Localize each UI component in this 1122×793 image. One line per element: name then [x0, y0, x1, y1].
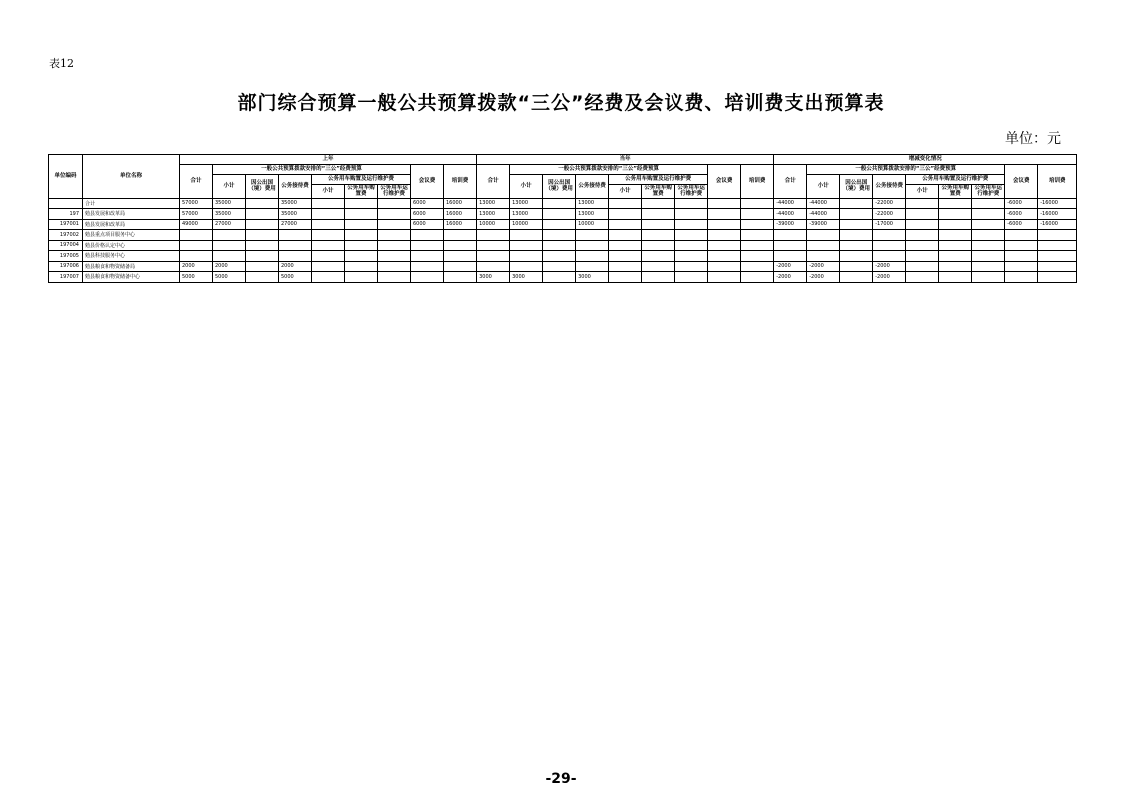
group-0-car-purchase-header: 公务用车购置费: [345, 185, 378, 199]
value-cell: [675, 219, 708, 230]
value-cell: [972, 209, 1005, 220]
unit-code-cell: 197001: [49, 219, 83, 230]
value-cell: [741, 198, 774, 209]
value-cell: [906, 240, 939, 251]
value-cell: [774, 230, 807, 241]
value-cell: [1038, 230, 1077, 241]
group-1-car-subtotal-header: 小计: [609, 185, 642, 199]
value-cell: 35000: [213, 209, 246, 220]
value-cell: [741, 251, 774, 262]
value-cell: 16000: [444, 209, 477, 220]
header-unit-name: 单位名称: [83, 155, 180, 199]
value-cell: [906, 209, 939, 220]
unit-code-cell: 197: [49, 209, 83, 220]
value-cell: [609, 209, 642, 220]
unit-name-cell: 勉县发展和改革局: [83, 219, 180, 230]
group-2-training-header: 培训费: [1038, 165, 1077, 199]
value-cell: [906, 230, 939, 241]
table-number: 表12: [49, 57, 74, 70]
value-cell: [246, 272, 279, 283]
value-cell: [411, 230, 444, 241]
value-cell: [246, 230, 279, 241]
value-cell: 5000: [279, 272, 312, 283]
group-2-car-subtotal-header: 小计: [906, 185, 939, 199]
value-cell: [840, 251, 873, 262]
value-cell: [345, 261, 378, 272]
value-cell: -16000: [1038, 219, 1077, 230]
unit-code-cell: [49, 198, 83, 209]
value-cell: [675, 240, 708, 251]
value-cell: [246, 251, 279, 262]
value-cell: [642, 240, 675, 251]
group-2-total-header: 合计: [774, 165, 807, 199]
value-cell: [444, 240, 477, 251]
value-cell: 6000: [411, 198, 444, 209]
unit-code-cell: 197006: [49, 261, 83, 272]
value-cell: [543, 198, 576, 209]
table-row: [49, 230, 1077, 241]
value-cell: [972, 198, 1005, 209]
unit-label: 单位：元: [1005, 131, 1061, 147]
value-cell: [609, 240, 642, 251]
value-cell: [774, 240, 807, 251]
group-1-meeting-header: 会议费: [708, 165, 741, 199]
value-cell: [840, 230, 873, 241]
group-2-meeting-header: 会议费: [1005, 165, 1038, 199]
group-1-reception-header: 公务接待费: [576, 175, 609, 199]
value-cell: [279, 230, 312, 241]
group-1-total-header: 合计: [477, 165, 510, 199]
value-cell: 3000: [576, 272, 609, 283]
value-cell: [180, 240, 213, 251]
value-cell: [675, 272, 708, 283]
value-cell: [675, 261, 708, 272]
value-cell: [510, 251, 543, 262]
value-cell: 57000: [180, 198, 213, 209]
group-0-meeting-header: 会议费: [411, 165, 444, 199]
value-cell: -2000: [873, 272, 906, 283]
value-cell: 2000: [180, 261, 213, 272]
value-cell: [378, 272, 411, 283]
value-cell: -39000: [774, 219, 807, 230]
value-cell: [741, 272, 774, 283]
value-cell: [642, 230, 675, 241]
value-cell: [345, 272, 378, 283]
value-cell: [708, 272, 741, 283]
value-cell: [378, 240, 411, 251]
value-cell: [972, 272, 1005, 283]
value-cell: [345, 240, 378, 251]
value-cell: -6000: [1005, 198, 1038, 209]
value-cell: [543, 209, 576, 220]
unit-code-cell: 197002: [49, 230, 83, 241]
value-cell: 6000: [411, 219, 444, 230]
value-cell: [246, 240, 279, 251]
value-cell: [1005, 230, 1038, 241]
group-2-car-purchase-header: 公务用车购置费: [939, 185, 972, 199]
value-cell: 27000: [279, 219, 312, 230]
value-cell: [642, 209, 675, 220]
unit-name-cell: 勉县重点项目服务中心: [83, 230, 180, 241]
value-cell: [345, 230, 378, 241]
value-cell: [1038, 261, 1077, 272]
group-2-header: 增减变化情况: [774, 155, 1077, 165]
value-cell: [708, 209, 741, 220]
value-cell: [477, 251, 510, 262]
value-cell: [642, 272, 675, 283]
value-cell: [708, 261, 741, 272]
value-cell: [675, 209, 708, 220]
value-cell: [576, 240, 609, 251]
value-cell: -17000: [873, 219, 906, 230]
group-2-subtotal-header: 小计: [807, 175, 840, 199]
value-cell: [1038, 272, 1077, 283]
value-cell: [543, 272, 576, 283]
value-cell: [543, 230, 576, 241]
value-cell: [1005, 251, 1038, 262]
value-cell: [411, 272, 444, 283]
value-cell: [378, 251, 411, 262]
value-cell: 3000: [477, 272, 510, 283]
value-cell: [279, 251, 312, 262]
value-cell: [246, 219, 279, 230]
header-unit-code: 单位编码: [49, 155, 83, 199]
value-cell: [543, 219, 576, 230]
table-row: [49, 272, 1077, 283]
value-cell: [609, 230, 642, 241]
value-cell: [213, 240, 246, 251]
value-cell: 13000: [477, 209, 510, 220]
value-cell: 35000: [279, 198, 312, 209]
value-cell: [378, 219, 411, 230]
group-2-reception-header: 公务接待费: [873, 175, 906, 199]
table-row: [49, 219, 1077, 230]
value-cell: [939, 251, 972, 262]
value-cell: 10000: [510, 219, 543, 230]
value-cell: -39000: [807, 219, 840, 230]
value-cell: -6000: [1005, 219, 1038, 230]
value-cell: [906, 251, 939, 262]
unit-code-cell: 197007: [49, 272, 83, 283]
value-cell: [543, 240, 576, 251]
value-cell: [609, 272, 642, 283]
document-title: 部门综合预算一般公共预算拨款“三公”经费及会议费、培训费支出预算表: [237, 92, 885, 114]
unit-name-cell: 勉县粮食和物资储备局: [83, 261, 180, 272]
value-cell: [708, 219, 741, 230]
group-0-car-header: 公务用车购置及运行维护费: [312, 175, 411, 185]
table-row: [49, 251, 1077, 262]
value-cell: [1005, 261, 1038, 272]
value-cell: -2000: [774, 272, 807, 283]
value-cell: [939, 219, 972, 230]
value-cell: 16000: [444, 198, 477, 209]
value-cell: [312, 219, 345, 230]
value-cell: 13000: [576, 209, 609, 220]
value-cell: [543, 251, 576, 262]
value-cell: [807, 251, 840, 262]
value-cell: [312, 230, 345, 241]
value-cell: [873, 230, 906, 241]
value-cell: [972, 230, 1005, 241]
value-cell: [345, 219, 378, 230]
value-cell: 10000: [477, 219, 510, 230]
value-cell: [378, 209, 411, 220]
value-cell: [213, 230, 246, 241]
value-cell: -44000: [774, 198, 807, 209]
value-cell: [939, 240, 972, 251]
value-cell: -44000: [774, 209, 807, 220]
group-1-car-purchase-header: 公务用车购置费: [642, 185, 675, 199]
group-0-header: 上年: [180, 155, 477, 165]
value-cell: [1005, 240, 1038, 251]
unit-code-cell: 197004: [49, 240, 83, 251]
value-cell: [642, 261, 675, 272]
value-cell: 5000: [213, 272, 246, 283]
group-1-car-ops-header: 公务用车运行维护费: [675, 185, 708, 199]
value-cell: -22000: [873, 198, 906, 209]
value-cell: [675, 251, 708, 262]
value-cell: [345, 209, 378, 220]
table-header: [49, 155, 1077, 199]
table-body: [49, 198, 1077, 282]
value-cell: [609, 198, 642, 209]
value-cell: -22000: [873, 209, 906, 220]
value-cell: [246, 261, 279, 272]
value-cell: [576, 251, 609, 262]
value-cell: [906, 261, 939, 272]
value-cell: [312, 198, 345, 209]
group-1-subtotal-header: 小计: [510, 175, 543, 199]
value-cell: [972, 261, 1005, 272]
value-cell: -16000: [1038, 209, 1077, 220]
value-cell: [807, 240, 840, 251]
value-cell: [378, 198, 411, 209]
value-cell: [345, 251, 378, 262]
value-cell: [807, 230, 840, 241]
value-cell: [840, 209, 873, 220]
unit-name-cell: 勉县发展和改革局: [83, 209, 180, 220]
value-cell: [576, 230, 609, 241]
value-cell: [774, 251, 807, 262]
unit-name-cell: 合计: [83, 198, 180, 209]
group-2-sangong-header: 一般公共预算拨款安排的“三公”经费预算: [807, 165, 1005, 175]
value-cell: 2000: [213, 261, 246, 272]
value-cell: [840, 240, 873, 251]
value-cell: [312, 261, 345, 272]
value-cell: [840, 198, 873, 209]
unit-name-cell: 勉县科技服务中心: [83, 251, 180, 262]
value-cell: [906, 198, 939, 209]
value-cell: 35000: [213, 198, 246, 209]
value-cell: [444, 251, 477, 262]
value-cell: [906, 272, 939, 283]
value-cell: 35000: [279, 209, 312, 220]
value-cell: [444, 272, 477, 283]
value-cell: [609, 261, 642, 272]
value-cell: [246, 198, 279, 209]
value-cell: [477, 261, 510, 272]
group-0-subtotal-header: 小计: [213, 175, 246, 199]
value-cell: [840, 219, 873, 230]
page-number: -29-: [545, 771, 577, 787]
group-2-car-ops-header: 公务用车运行维护费: [972, 185, 1005, 199]
value-cell: [873, 251, 906, 262]
value-cell: [411, 261, 444, 272]
group-2-car-header: 公务用车购置及运行维护费: [906, 175, 1005, 185]
group-0-abroad-header: 因公出国（境）费用: [246, 175, 279, 199]
value-cell: 16000: [444, 219, 477, 230]
value-cell: [741, 219, 774, 230]
value-cell: [609, 251, 642, 262]
group-1-header: 当年: [477, 155, 774, 165]
value-cell: [840, 272, 873, 283]
value-cell: [180, 230, 213, 241]
group-0-sangong-header: 一般公共预算拨款安排的“三公”经费预算: [213, 165, 411, 175]
value-cell: [675, 230, 708, 241]
table-row: [49, 240, 1077, 251]
value-cell: [708, 251, 741, 262]
value-cell: [741, 230, 774, 241]
value-cell: [939, 261, 972, 272]
value-cell: 27000: [213, 219, 246, 230]
value-cell: [312, 240, 345, 251]
value-cell: [939, 272, 972, 283]
value-cell: 10000: [576, 219, 609, 230]
value-cell: [675, 198, 708, 209]
value-cell: [708, 198, 741, 209]
value-cell: -2000: [774, 261, 807, 272]
value-cell: [411, 240, 444, 251]
value-cell: [708, 240, 741, 251]
value-cell: -2000: [873, 261, 906, 272]
value-cell: [642, 198, 675, 209]
value-cell: [411, 251, 444, 262]
value-cell: -6000: [1005, 209, 1038, 220]
value-cell: [939, 198, 972, 209]
group-1-sangong-header: 一般公共预算拨款安排的“三公”经费预算: [510, 165, 708, 175]
value-cell: [444, 261, 477, 272]
group-0-total-header: 合计: [180, 165, 213, 199]
group-2-abroad-header: 因公出国（境）费用: [840, 175, 873, 199]
value-cell: [939, 230, 972, 241]
group-0-training-header: 培训费: [444, 165, 477, 199]
value-cell: [972, 219, 1005, 230]
value-cell: [972, 240, 1005, 251]
value-cell: [477, 240, 510, 251]
table-row: [49, 198, 1077, 209]
value-cell: [345, 198, 378, 209]
unit-name-cell: 勉县粮食和物资储备中心: [83, 272, 180, 283]
value-cell: [246, 209, 279, 220]
value-cell: [642, 251, 675, 262]
value-cell: 49000: [180, 219, 213, 230]
value-cell: 6000: [411, 209, 444, 220]
group-1-abroad-header: 因公出国（境）费用: [543, 175, 576, 199]
value-cell: -44000: [807, 198, 840, 209]
value-cell: [279, 240, 312, 251]
value-cell: -16000: [1038, 198, 1077, 209]
value-cell: [576, 261, 609, 272]
value-cell: 13000: [477, 198, 510, 209]
budget-table: [48, 154, 1077, 283]
value-cell: -2000: [807, 261, 840, 272]
value-cell: [609, 219, 642, 230]
value-cell: [510, 240, 543, 251]
value-cell: [939, 209, 972, 220]
unit-code-cell: 197005: [49, 251, 83, 262]
group-1-car-header: 公务用车购置及运行维护费: [609, 175, 708, 185]
group-1-training-header: 培训费: [741, 165, 774, 199]
value-cell: -2000: [807, 272, 840, 283]
value-cell: [543, 261, 576, 272]
value-cell: 2000: [279, 261, 312, 272]
value-cell: [444, 230, 477, 241]
value-cell: [642, 219, 675, 230]
value-cell: [741, 261, 774, 272]
value-cell: [378, 230, 411, 241]
value-cell: [840, 261, 873, 272]
value-cell: -44000: [807, 209, 840, 220]
value-cell: [213, 251, 246, 262]
value-cell: [312, 209, 345, 220]
group-0-car-ops-header: 公务用车运行维护费: [378, 185, 411, 199]
value-cell: [873, 240, 906, 251]
value-cell: 5000: [180, 272, 213, 283]
value-cell: [312, 272, 345, 283]
group-0-reception-header: 公务接待费: [279, 175, 312, 199]
value-cell: 13000: [510, 198, 543, 209]
value-cell: [906, 219, 939, 230]
value-cell: [180, 251, 213, 262]
value-cell: [312, 251, 345, 262]
value-cell: [708, 230, 741, 241]
value-cell: [1038, 240, 1077, 251]
value-cell: 57000: [180, 209, 213, 220]
value-cell: 13000: [576, 198, 609, 209]
value-cell: [972, 251, 1005, 262]
value-cell: 13000: [510, 209, 543, 220]
value-cell: [510, 230, 543, 241]
table-row: [49, 209, 1077, 220]
value-cell: [741, 209, 774, 220]
table-row: [49, 261, 1077, 272]
unit-name-cell: 勉县价格认定中心: [83, 240, 180, 251]
value-cell: [378, 261, 411, 272]
value-cell: [741, 240, 774, 251]
value-cell: [510, 261, 543, 272]
value-cell: [1038, 251, 1077, 262]
value-cell: [477, 230, 510, 241]
group-0-car-subtotal-header: 小计: [312, 185, 345, 199]
value-cell: [1005, 272, 1038, 283]
value-cell: 3000: [510, 272, 543, 283]
